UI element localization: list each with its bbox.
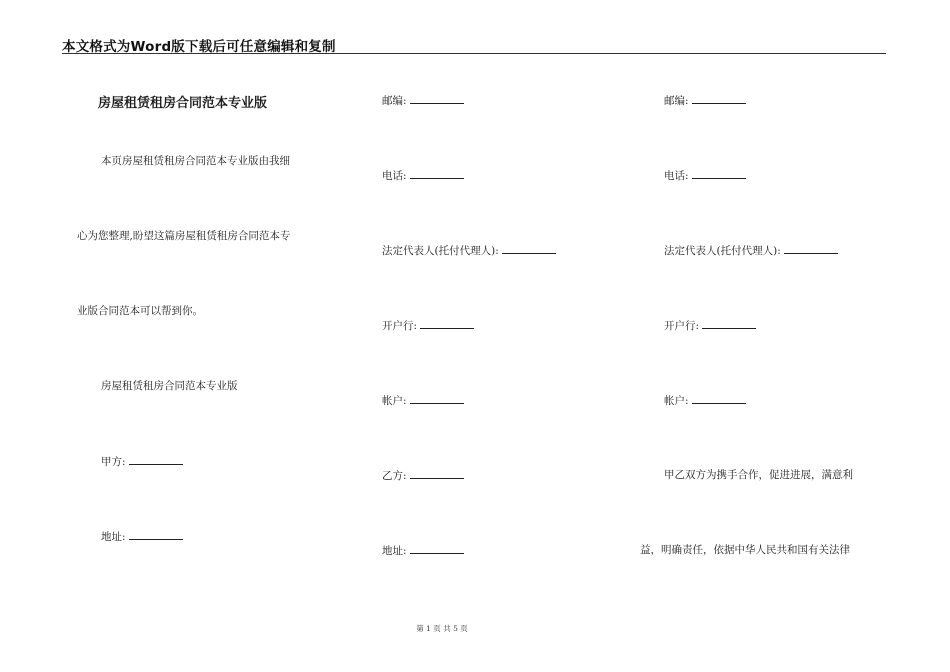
agreement-para-line-2: 益，明确责任，依据中华人民共和国有关法律 xyxy=(640,544,850,556)
bank-a-field xyxy=(382,318,474,333)
intro-line-1: 本页房屋租赁租房合同范本专业版由我细 xyxy=(101,155,290,167)
postcode-a-label: 邮编: xyxy=(382,95,407,107)
document-title: 房屋租赁租房合同范本专业版 xyxy=(98,96,268,111)
party-a-field xyxy=(101,454,183,469)
phone-b-label: 电话: xyxy=(664,170,689,182)
bank-a-label: 开户行: xyxy=(382,320,418,332)
subtitle: 房屋租赁租房合同范本专业版 xyxy=(101,380,238,392)
page-footer: 第 1 页 共 5 页 xyxy=(416,624,468,633)
page-header xyxy=(62,35,886,54)
party-b-blank xyxy=(410,468,464,479)
postcode-a-field xyxy=(382,93,464,108)
address-b-label: 地址: xyxy=(382,545,407,557)
bank-a-blank xyxy=(420,318,474,329)
legal-rep-b-blank xyxy=(784,243,838,254)
party-b-field xyxy=(382,468,464,483)
legal-rep-a-label: 法定代表人(托付代理人): xyxy=(382,245,499,257)
legal-rep-b-field xyxy=(664,243,838,258)
address-b-blank xyxy=(410,543,464,554)
postcode-a-blank xyxy=(410,93,464,104)
account-b-field xyxy=(664,393,746,408)
party-a-blank xyxy=(129,454,183,465)
legal-rep-a-field xyxy=(382,243,556,258)
account-b-label: 帐户: xyxy=(664,395,689,407)
phone-b-blank xyxy=(692,168,746,179)
address-a-blank xyxy=(129,529,183,540)
party-a-label: 甲方: xyxy=(101,456,126,468)
legal-rep-b-label: 法定代表人(托付代理人): xyxy=(664,245,781,257)
address-b-field xyxy=(382,543,464,558)
party-b-label: 乙方: xyxy=(382,470,407,482)
address-a-label: 地址: xyxy=(101,531,126,543)
postcode-b-blank xyxy=(692,93,746,104)
intro-line-3: 业版合同范本可以帮到你。 xyxy=(77,305,203,317)
address-a-field xyxy=(101,529,183,544)
postcode-b-label: 邮编: xyxy=(664,95,689,107)
legal-rep-a-blank xyxy=(502,243,556,254)
phone-a-field xyxy=(382,168,464,183)
account-a-field xyxy=(382,393,464,408)
agreement-para-line-1: 甲乙双方为携手合作，促进进展，满意利 xyxy=(664,469,853,481)
intro-line-2: 心为您整理,盼望这篇房屋租赁租房合同范本专 xyxy=(77,230,291,242)
bank-b-field xyxy=(664,318,756,333)
header-title: 本文格式为Word版下载后可任意编辑和复制 xyxy=(62,39,336,55)
account-b-blank xyxy=(692,393,746,404)
account-a-label: 帐户: xyxy=(382,395,407,407)
postcode-b-field xyxy=(664,93,746,108)
account-a-blank xyxy=(410,393,464,404)
phone-b-field xyxy=(664,168,746,183)
bank-b-blank xyxy=(702,318,756,329)
phone-a-label: 电话: xyxy=(382,170,407,182)
phone-a-blank xyxy=(410,168,464,179)
bank-b-label: 开户行: xyxy=(664,320,700,332)
